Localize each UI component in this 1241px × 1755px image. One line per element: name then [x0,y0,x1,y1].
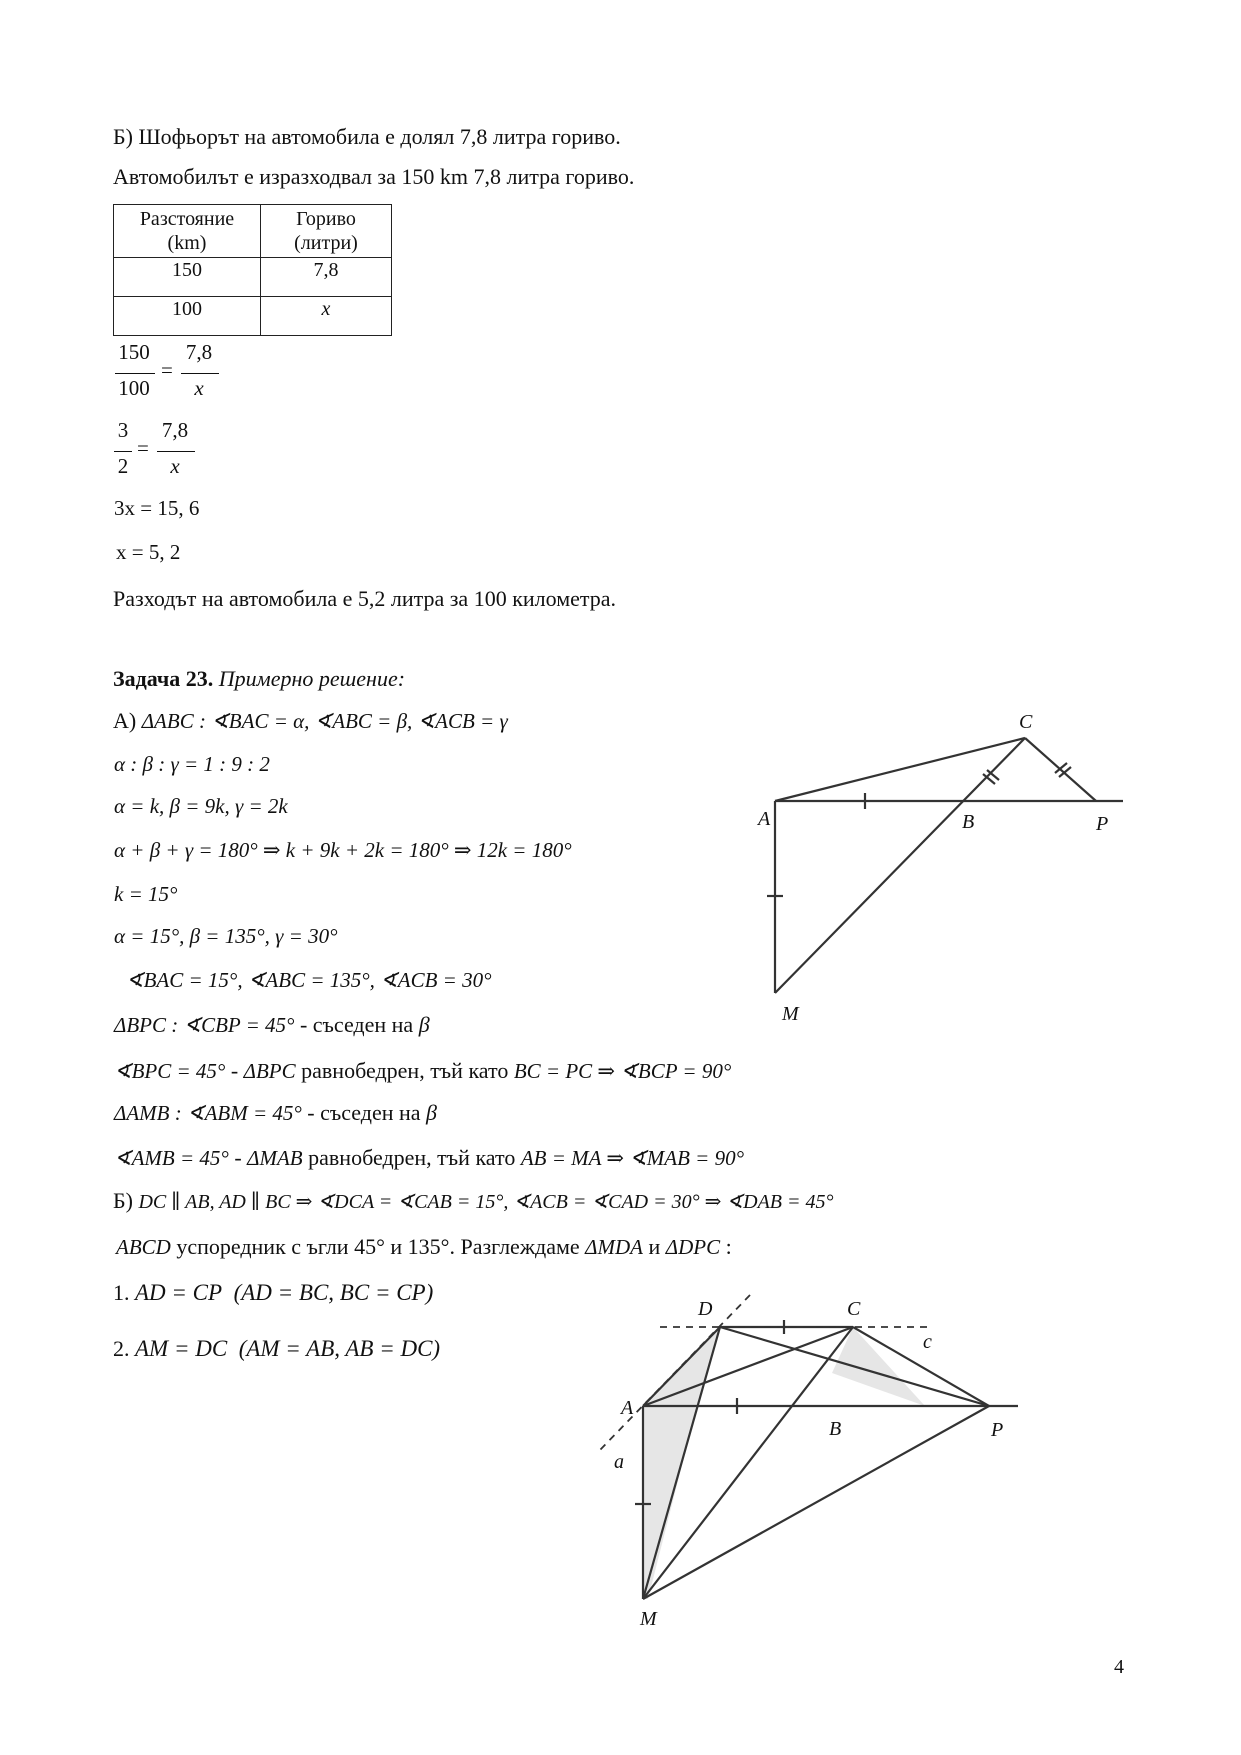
task-subtitle: Примерно решение: [218,666,406,691]
figure-triangle-abc [740,700,1140,1030]
fuel-table [113,204,392,336]
item-number: 2. [113,1336,130,1361]
math-inline: ∢AMB = 45° [114,1146,229,1170]
page-number: 4 [1114,1656,1124,1678]
math-line: α : β : γ = 1 : 9 : 2 [114,752,270,776]
conclusion-text: Разходът на автомобила е 5,2 литра за 100 километра. [113,586,617,611]
part-b-line [113,1188,834,1214]
figure-1-lines [767,738,1123,993]
shade-region [832,1327,925,1406]
text-inline: - [228,1145,248,1170]
line-cm [775,738,1025,993]
table-row [114,258,392,297]
line-pm [643,1406,989,1599]
partb-line-2: Автомобилът е изразходвал за 150 km 7,8 литра гориво. [113,164,635,189]
math-inline: ΔBPC : ∢CBP = 45° [114,1013,295,1037]
fraction-equation-2 [113,418,223,488]
text-inline: - съседен на [301,1100,427,1125]
task-heading [113,666,405,692]
fraction-bar [115,373,155,374]
text-inline: и [384,1234,408,1259]
math-inline: 135° [407,1234,450,1259]
math-inline: ΔBPC [243,1059,296,1083]
label-p: P [1096,813,1109,835]
label-a: A [621,1397,634,1419]
math-inline: DC ∥ AB, AD ∥ BC ⇒ ∢DCA = ∢CAB = 15°, ∢ACB = ∢CAD = 30° ⇒ ∢DAB = 45° [138,1191,834,1213]
math-line: ∢BAC = 15°, ∢ABC = 135°, ∢ACB = 30° [126,968,492,992]
item-1 [113,1280,433,1306]
fraction-equation-1 [113,340,223,410]
math-inline: AD = CP [135,1280,223,1305]
fraction-denominator: 2 [117,454,129,478]
label-m: M [782,1003,799,1025]
label-line-c: c [923,1331,932,1353]
fraction-bar [181,373,219,374]
amb-line [114,1100,437,1126]
text-inline: равнобедрен, тъй като [295,1058,514,1083]
fraction-numerator: 7,8 [185,340,213,364]
header-distance-line1: Разстояние [139,208,235,230]
math-inline: β [418,1012,430,1037]
math-line: α + β + γ = 180° ⇒ k + 9k + 2k = 180° ⇒ 12k = 180° [114,838,572,862]
label-line-a: a [614,1451,624,1473]
figure-parallelogram-abcd [580,1280,1040,1640]
equals-sign: = [137,436,149,460]
equation-4: x = 5, 2 [116,540,181,564]
table-cell: 100 [114,297,261,336]
fraction-denominator: 100 [118,376,150,400]
math-inline: ΔAMB : ∢ABM = 45° [114,1101,302,1125]
math-inline: ΔDPC [665,1235,721,1259]
math-inline: BC = PC ⇒ ∢BCP = 90° [513,1059,732,1083]
task-line-a [113,708,508,734]
header-fuel-line2: (литри) [294,232,358,254]
label-d: D [698,1298,713,1320]
math-line: α = k, β = 9k, γ = 2k [114,794,288,818]
equals-sign: = [161,358,173,382]
table-cell: 7,8 [261,258,392,297]
fraction-denominator: x [194,376,204,400]
label-m: M [640,1608,657,1630]
table-cell: 150 [114,258,261,297]
fraction-numerator: 3 [117,418,129,442]
table-header-row [114,205,392,258]
math-inline: AB = MA ⇒ ∢MAB = 90° [520,1146,745,1170]
label-b: B [962,811,975,833]
bpc-line [114,1012,430,1038]
math-inline: (AD = BC, BC = CP) [233,1280,434,1305]
label-c: C [847,1298,861,1320]
text-inline: равнобедрен, тъй като [302,1145,521,1170]
math-inline: ΔMDA [585,1235,643,1259]
task-title: Задача 23. [113,666,214,691]
amb-line-2 [114,1145,744,1171]
label-b: B [829,1418,842,1440]
fraction-denominator: x [170,454,180,478]
header-fuel-line1: Гориво [296,208,356,230]
math-inline: ΔMAB [247,1146,303,1170]
text-inline: - [225,1058,244,1083]
fraction-numerator: 7,8 [161,418,189,442]
table-header-distance [114,205,261,258]
label-c: C [1019,711,1033,733]
item-number: 1. [113,1280,130,1305]
text-inline: - съседен на [294,1012,419,1037]
math-inline: ABCD [116,1235,171,1259]
abcd-line [116,1234,732,1260]
table-row [114,297,392,336]
math-inline: β [426,1100,437,1125]
partb-line-1: Б) Шофьорът на автомобила е долял 7,8 литра гориво. [113,124,621,149]
label-a: A [758,808,771,830]
math-line: α = 15°, β = 135°, γ = 30° [114,924,338,948]
item-2 [113,1336,440,1362]
math-line: ΔABC : ∢BAC = α, ∢ABC = β, ∢ACB = γ [141,709,508,733]
part-b-label: Б) [113,1188,133,1213]
table-header-fuel [261,205,392,258]
math-inline: AM = DC [135,1336,228,1361]
math-inline: ∢BPC = 45° [114,1059,226,1083]
text-inline: : [720,1234,732,1259]
fraction-bar [157,451,195,452]
math-line: k = 15° [114,882,178,906]
table-cell: x [261,297,392,336]
math-inline: 45° [354,1234,385,1259]
header-distance-line2: (km) [167,232,207,254]
part-a-label: А) [113,708,137,733]
text-inline: и [642,1234,666,1259]
text-inline: успоредник с ъгли [170,1234,355,1259]
text-inline: . Разглеждаме [449,1234,586,1259]
fraction-numerator: 150 [118,340,150,364]
fraction-bar [114,451,132,452]
math-inline: (AM = AB, AB = DC) [238,1336,441,1361]
label-p: P [991,1419,1004,1441]
bpc-line-2 [114,1058,731,1084]
equation-3: 3x = 15, 6 [114,496,200,520]
